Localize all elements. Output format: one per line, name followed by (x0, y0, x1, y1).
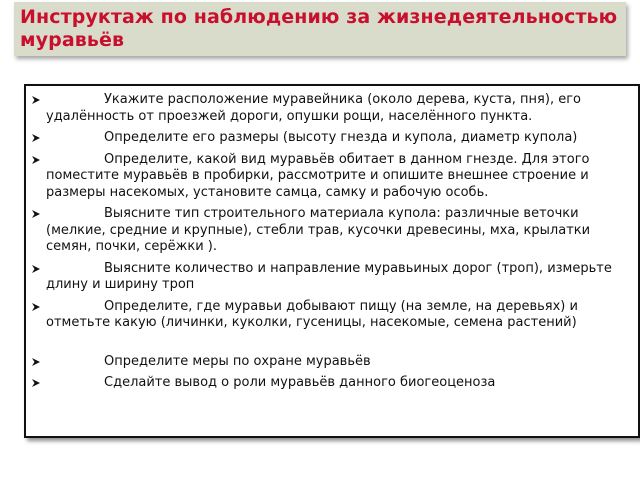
list-item (26, 261, 638, 294)
list-item-text: Укажите расположение муравейника (около дерева, куста, пня), его удалённость от проезжей дороги, опушки рощи, населённого пункта. (46, 92, 581, 124)
list-item-text: Определите меры по охране муравьёв (104, 353, 371, 369)
arrow-bullet-icon (31, 264, 41, 274)
list-item (26, 299, 638, 332)
list-item-text: Определите, где муравьи добывают пищу (на земле, на деревьях) и отметьте какую (личинки, куколки, гусеницы, насекомые, семена растений) (46, 298, 578, 330)
arrow-bullet-icon (31, 155, 41, 165)
list-item-text: Определите, какой вид муравьёв обитает в данном гнезде. Для этого поместите муравьёв в пробирки, рассмотрите и опишите внешнее строение и размеры насекомых, установите самца, самку и рабочую особь. (46, 151, 590, 200)
list-item (26, 130, 638, 147)
list-item (26, 354, 638, 371)
list-item (26, 206, 638, 256)
arrow-bullet-icon (31, 378, 41, 388)
instruction-list (26, 92, 638, 392)
arrow-bullet-icon (31, 95, 41, 105)
arrow-bullet-icon (31, 357, 41, 367)
title-bar (14, 2, 626, 56)
list-item-text: Определите его размеры (высоту гнезда и купола, диаметр купола) (104, 130, 578, 145)
list-item-text: Выясните тип строительного материала купола: различные веточки (мелкие, средние и крупные), стебли трав, кусочки древесины, мха, крылатки семян, почки, серёжки ). (46, 206, 591, 254)
slide-title: Инструктаж по наблюдению за жизнедеятельностью муравьёв (20, 6, 618, 51)
list-item-text: Сделайте вывод о роли муравьёв данного биогеоценоза (104, 375, 496, 390)
arrow-bullet-icon (31, 209, 41, 219)
instructions-box (24, 84, 640, 438)
list-item (26, 375, 638, 392)
arrow-bullet-icon (31, 302, 41, 312)
list-item-text: Выясните количество и направление муравьиных дорог (троп), измерьте длину и ширину троп (46, 260, 612, 292)
arrow-bullet-icon (31, 133, 41, 143)
list-item (26, 92, 638, 125)
list-item (26, 152, 638, 202)
